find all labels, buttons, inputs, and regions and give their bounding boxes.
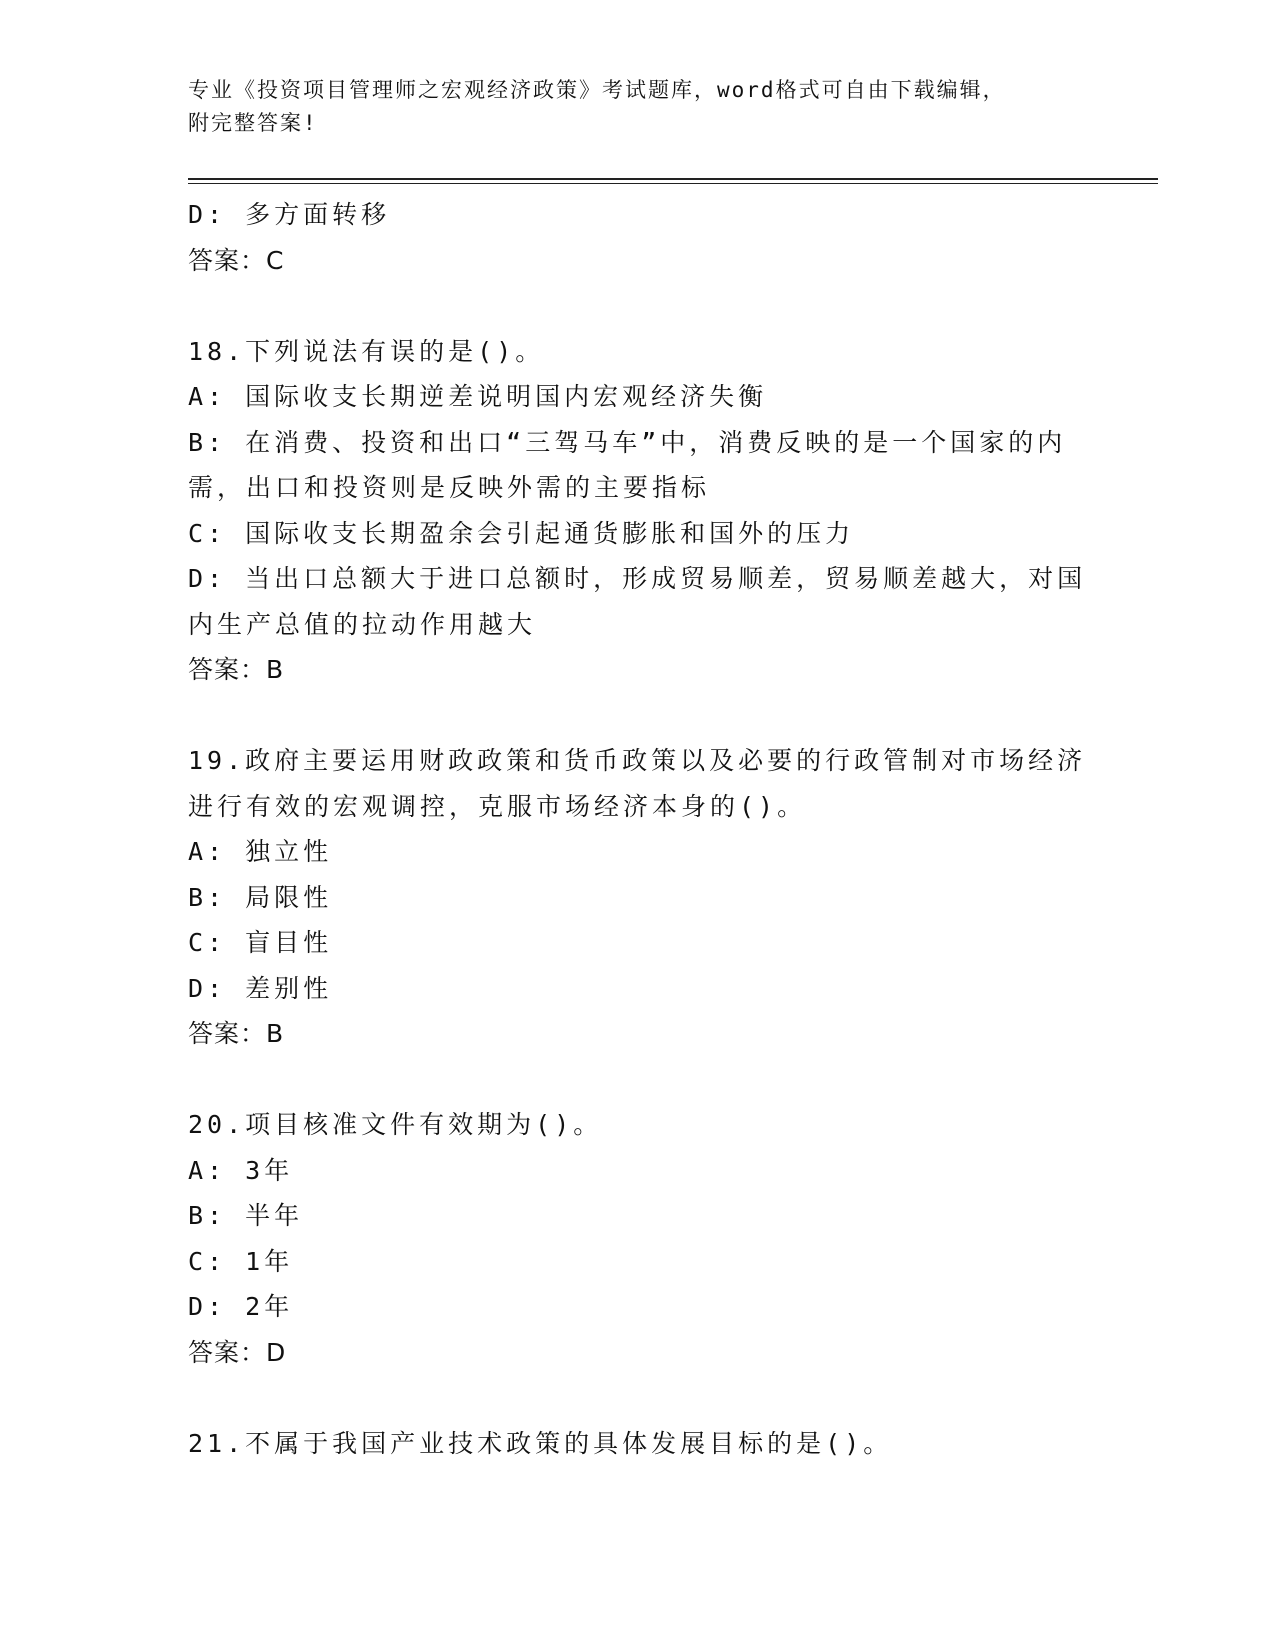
question-stem-continued: 进行有效的宏观调控，克服市场经济本身的()。 [188, 791, 807, 821]
question-stem: 18.下列说法有误的是()。 [188, 336, 545, 366]
question-block [188, 738, 1087, 1057]
question-stem: 21.不属于我国产业技术政策的具体发展目标的是()。 [188, 1428, 893, 1458]
question-block [188, 329, 1087, 693]
option-b-continued: 需，出口和投资则是反映外需的主要指标 [188, 473, 711, 502]
answer-line: 答案：C [188, 245, 285, 275]
answer-line: 答案：B [188, 1019, 285, 1048]
option-d: D: 多方面转移 [188, 200, 391, 229]
option-d-continued: 内生产总值的拉动作用越大 [188, 609, 537, 639]
header-divider [188, 178, 1158, 184]
question-stem: 19.政府主要运用财政政策和货币政策以及必要的行政管制对市场经济 [188, 746, 1087, 775]
option-c: C: 国际收支长期盈余会引起通货膨胀和国外的压力 [188, 518, 855, 548]
option-d: D: 2年 [188, 1292, 294, 1321]
answer-line: 答案：B [188, 655, 285, 684]
question-block [188, 1102, 1068, 1375]
question-stem: 20.项目核准文件有效期为()。 [188, 1110, 603, 1139]
option-c: C: 盲目性 [188, 928, 333, 957]
option-b: B: 局限性 [188, 882, 333, 912]
option-d: D: 当出口总额大于进口总额时，形成贸易顺差，贸易顺差越大，对国 [188, 564, 1087, 593]
option-d: D: 差别性 [188, 973, 333, 1003]
option-a: A: 3年 [188, 1155, 294, 1185]
question-block [188, 192, 1068, 283]
option-b: B: 在消费、投资和出口“三驾马车”中，消费反映的是一个国家的内 [188, 427, 1067, 457]
option-a: A: 国际收支长期逆差说明国内宏观经济失衡 [188, 382, 768, 411]
option-a: A: 独立性 [188, 837, 333, 866]
question-block [188, 1421, 1068, 1467]
option-b: B: 半年 [188, 1201, 304, 1230]
header-line-2: 附完整答案! [188, 111, 318, 135]
option-c: C: 1年 [188, 1246, 294, 1276]
header-line-1: 专业《投资项目管理师之宏观经济政策》考试题库，word格式可自由下载编辑， [188, 78, 1006, 102]
document-header [188, 74, 1068, 140]
answer-line: 答案：D [188, 1337, 287, 1367]
question-list [188, 192, 1087, 1466]
